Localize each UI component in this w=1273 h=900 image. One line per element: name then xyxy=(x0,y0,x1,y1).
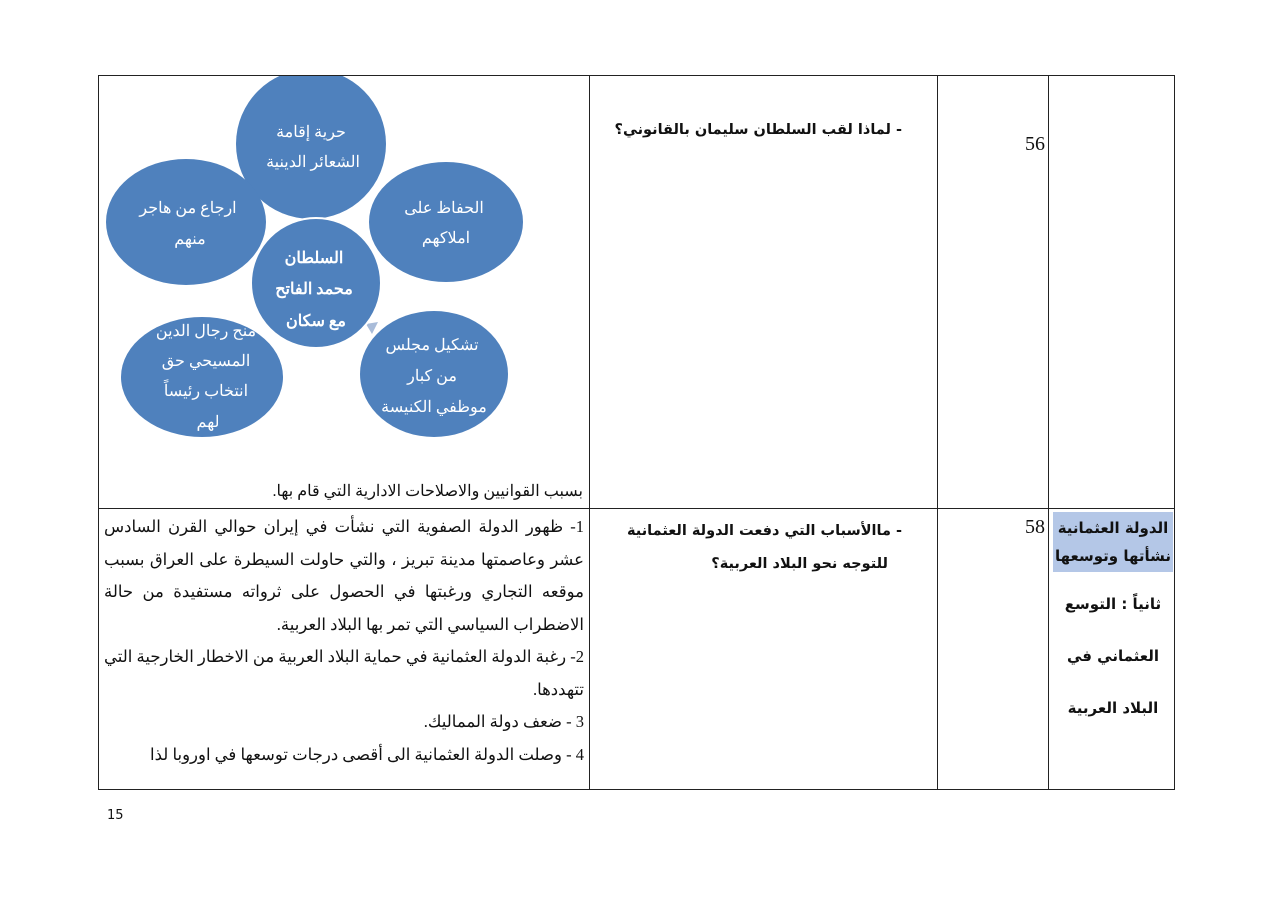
table-border-bottom xyxy=(98,789,1175,790)
petal-upper-left-line: منهم xyxy=(174,231,206,248)
table-border-left xyxy=(98,75,99,790)
answer-text xyxy=(104,511,584,787)
answer-item: 1- ظهور الدولة الصفوية التي نشأت في إيران حوالي القرن السادس عشر وعاصمتها مدينة تبريز ، والتي حاولت السيطرة على العراق بسبب موقعه التجاري ورغبتها في الحصول على ثرواته مستفيدة من حالة الاضطراب السياسي التي تمر بها البلاد العربية. xyxy=(104,517,584,634)
row-number: 56 xyxy=(1025,133,1045,155)
topic-highlight-line: نشأتها وتوسعها xyxy=(1054,547,1172,565)
topic-line: العثماني في xyxy=(1066,647,1160,665)
table-border-right xyxy=(1174,75,1175,790)
answer-item: 4 - وصلت الدولة العثمانية الى أقصى درجات توسعها في اوروبا لذا xyxy=(150,744,584,764)
topic-highlight-line: الدولة العثمانية xyxy=(1057,519,1169,537)
svg-text:السلطان محمد الفاتح xyxy=(275,250,357,331)
question-line: للتوجه نحو البلاد العربية؟ xyxy=(711,556,888,572)
petal-upper-right-line: املاكهم xyxy=(421,230,471,247)
petal-upper-right xyxy=(369,162,523,282)
petal-top-line: حرية إقامة xyxy=(276,124,346,141)
petal-lower-left-line: انتخاب رئيساً xyxy=(163,383,249,400)
table-col-divider xyxy=(937,75,938,790)
center-circle xyxy=(251,218,381,348)
petal-lower-right xyxy=(360,311,508,437)
petal-lower-right-line: من كبار xyxy=(407,368,457,385)
petal-lower-left-line: منح رجال الدين xyxy=(155,323,257,340)
petal-lower-right-line: تشكيل مجلس xyxy=(385,337,479,354)
petal-upper-left-line: ارجاع من هاجر xyxy=(139,200,237,217)
center-line: مع سكان xyxy=(286,313,346,330)
table-col-divider xyxy=(589,75,590,790)
question-line: - ماالأسباب التي دفعت الدولة العثمانية xyxy=(627,523,902,539)
question-text xyxy=(600,515,902,581)
topic-line: ثانياً : التوسع xyxy=(1064,595,1162,613)
table-col-divider xyxy=(1048,75,1049,790)
answer-caption: بسبب القوانيين والاصلاحات الادارية التي قام بها. xyxy=(272,483,583,500)
topic-cell xyxy=(1053,512,1173,734)
table-row-divider xyxy=(98,508,1175,509)
center-line: السلطان xyxy=(284,250,344,267)
petal-lower-right-line: موظفي الكنيسة xyxy=(381,399,487,416)
topic-highlight xyxy=(1053,512,1173,572)
center-line: محمد الفاتح xyxy=(275,281,353,298)
question-text: - لماذا لقب السلطان سليمان بالقانوني؟ xyxy=(614,122,902,138)
petal-lower-left-line: المسيحي حق xyxy=(161,353,251,370)
petal-lower-left-line: لهم xyxy=(196,414,220,431)
petal-top-line: الشعائر الدينية xyxy=(266,154,360,171)
answer-item: 3 - ضعف دولة المماليك. xyxy=(423,712,584,731)
answer-item: 2- رغبة الدولة العثمانية في حماية البلاد العربية من الاخطار الخارجية التي تتهددها. xyxy=(104,647,584,699)
radial-diagram xyxy=(100,76,586,480)
row-number: 58 xyxy=(1025,516,1045,538)
petal-lower-left xyxy=(121,317,283,437)
petal-upper-right-line: الحفاظ على xyxy=(404,200,484,217)
petal-upper-left xyxy=(106,159,266,285)
page-number: 15 xyxy=(107,808,124,823)
topic-line: البلاد العربية xyxy=(1067,699,1159,717)
